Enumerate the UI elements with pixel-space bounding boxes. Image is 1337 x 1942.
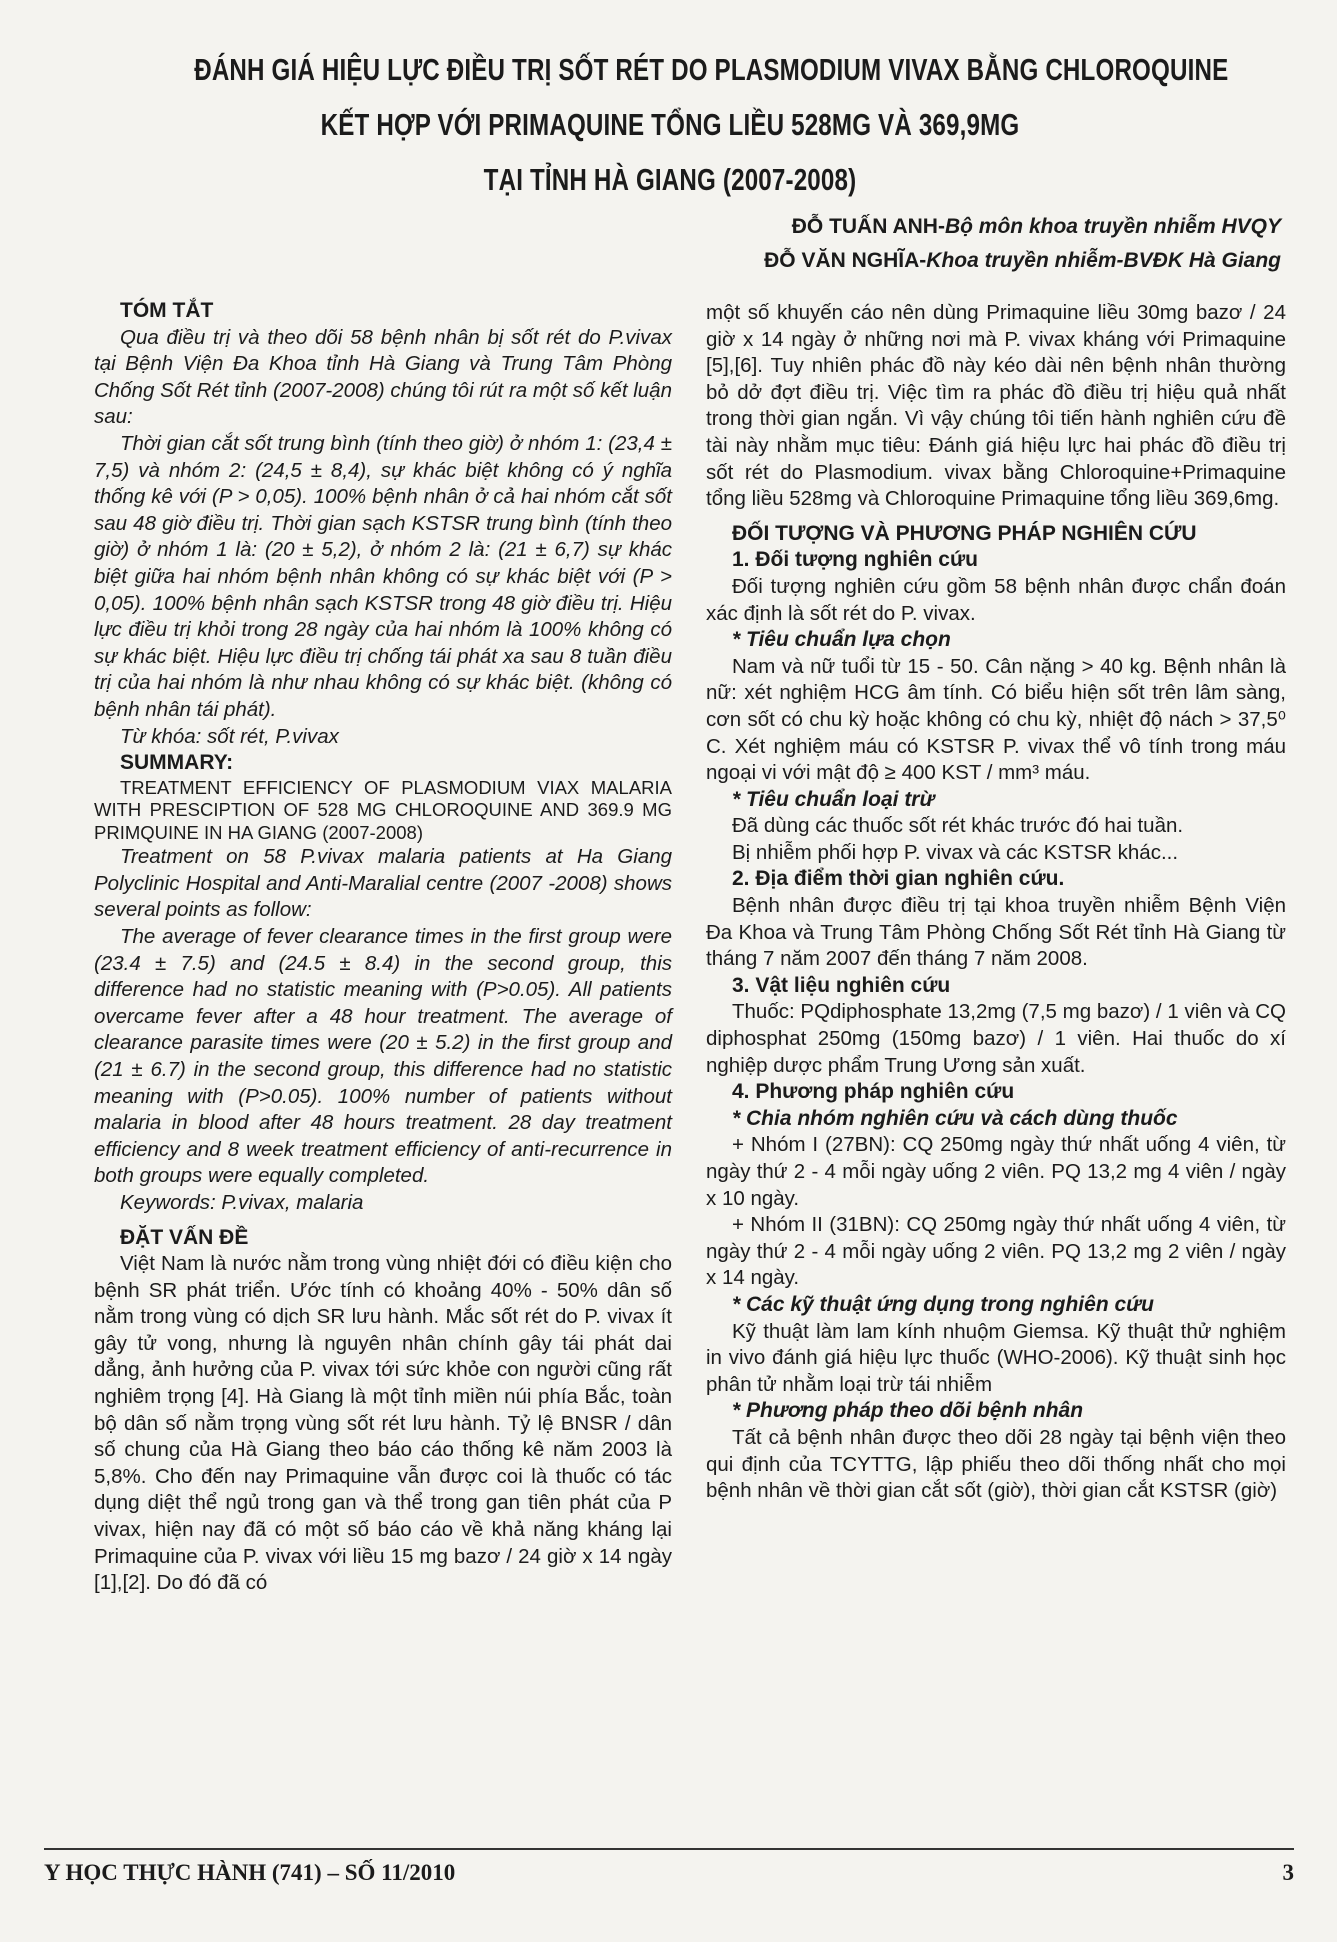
summary-heading: SUMMARY: bbox=[120, 751, 234, 775]
author-1-affiliation: Bộ môn khoa truyền nhiễm HVQY bbox=[944, 215, 1281, 238]
summary-paragraph-1: Treatment on 58 P.vivax malaria patients at Ha Giang Polyclinic Hospital and Anti-Maralial centre (2007 -2008) shows several points as follow: bbox=[94, 845, 672, 922]
section-3-heading: 3. Vật liệu nghiên cứu bbox=[732, 973, 951, 997]
article-title bbox=[194, 42, 1229, 207]
abstract-paragraph-1: Qua điều trị và theo dõi 58 bệnh nhân bị sốt rét do P.vivax tại Bệnh Viện Đa Khoa tỉnh Hà Giang và Trung Tâm Phòng Chống Sốt Rét tỉnh (2007-2008) chúng tôi rút ra một số kết luận sau: bbox=[94, 325, 672, 429]
author-list bbox=[764, 210, 1281, 278]
author-1-name: ĐỖ TUẤN ANH- bbox=[791, 215, 945, 238]
author-2-affiliation: Khoa truyền nhiễm-BVĐK Hà Giang bbox=[926, 249, 1281, 272]
abstract-heading: TÓM TẮT bbox=[120, 299, 214, 322]
section-2-heading: 2. Địa điểm thời gian nghiên cứu. bbox=[732, 867, 1065, 891]
right-column bbox=[706, 300, 1286, 1505]
left-column bbox=[94, 298, 672, 1597]
follow-up-heading: * Phương pháp theo dõi bệnh nhân bbox=[732, 1399, 1084, 1423]
journal-citation: Y HỌC THỰC HÀNH (741) – SỐ 11/2010 bbox=[44, 1860, 456, 1885]
abstract-paragraph-2: Thời gian cắt sốt trung bình (tính theo giờ) ở nhóm 1: (23,4 ± 7,5) và nhóm 2: (24,5 ± 8,4), sự khác biệt không có ý nghĩa thống kê với (P > 0,05). 100% bệnh nhân ở cả hai nhóm cắt sốt sau 48 giờ điều trị. Thời gian sạch KSTSR trung bình (tính theo giờ) ở nhóm 1 là: (20 ± 5,2), ở nhóm 2 là: (21 ± 6,7) sự khác biệt giữa hai nhóm bệnh nhân không có sự khác biệt với (P > 0,05). 100% bệnh nhân sạch KSTSR trong 48 giờ điều trị. Hiệu lực điều trị khỏi trong 28 ngày của hai nhóm là 100% không có sự khác biệt. Hiệu lực điều trị chống tái phát xa sau 8 tuần điều trị của hai nhóm là như nhau không có sự khác biệt. (không có bệnh nhân tái phát). bbox=[94, 431, 672, 721]
keywords-vi: Từ khóa: sốt rét, P.vivax bbox=[120, 724, 339, 748]
footer-rule bbox=[44, 1848, 1294, 1850]
author-2 bbox=[764, 244, 1281, 278]
section-2-paragraph: Bệnh nhân được điều trị tại khoa truyền nhiễm Bệnh Viện Đa Khoa và Trung Tâm Phòng Chống Sốt Rét tỉnh Hà Giang từ tháng 7 năm 2007 đến tháng 7 năm 2008. bbox=[706, 894, 1286, 971]
techniques-paragraph: Kỹ thuật làm lam kính nhuộm Giemsa. Kỹ thuật thử nghiệm in vivo đánh giá hiệu lực thuốc (WHO-2006). Kỹ thuật sinh học phân tử nhằm loại trừ tái nhiễm bbox=[706, 1319, 1286, 1396]
page-footer bbox=[44, 1860, 1294, 1886]
exclusion-item-2: Bị nhiễm phối hợp P. vivax và các KSTSR khác... bbox=[732, 840, 1179, 864]
author-2-name: ĐỖ VĂN NGHĨA- bbox=[764, 249, 927, 272]
intro-heading: ĐẶT VẤN ĐỀ bbox=[120, 1225, 249, 1249]
section-3-paragraph: Thuốc: PQdiphosphate 13,2mg (7,5 mg bazơ) / 1 viên và CQ diphosphat 250mg (150mg bazơ) / 1 viên. Hai thuốc do xí nghiệp dược phẩm Trung Ương sản xuất. bbox=[706, 1000, 1286, 1077]
section-1-paragraph: Đối tượng nghiên cứu gồm 58 bệnh nhân được chẩn đoán xác định là sốt rét do P. vivax. bbox=[706, 574, 1286, 625]
title-line-1: ĐÁNH GIÁ HIỆU LỰC ĐIỀU TRỊ SỐT RÉT DO PLASMODIUM VIVAX BẰNG CHLOROQUINE bbox=[194, 52, 1229, 87]
keywords-en: Keywords: P.vivax, malaria bbox=[120, 1190, 364, 1214]
summary-title: TREATMENT EFFICIENCY OF PLASMODIUM VIAX MALARIA WITH PRESCIPTION OF 528 MG CHLOROQUINE AND 369.9 MG PRIMQUINE IN HA GIANG (2007-2008) bbox=[94, 776, 672, 843]
intro-continued: một số khuyến cáo nên dùng Primaquine liều 30mg bazơ / 24 giờ x 14 ngày ở những nơi mà P. vivax kháng với Primaquine [5],[6]. Tuy nhiên phác đồ này kéo dài nên bệnh nhân thường bỏ dở đợt điều trị. Việc tìm ra phác đồ điều trị hiệu quả nhất trong thời gian ngắn. Vì vậy chúng tôi tiến hành nghiên cứu đề tài này nhằm mục tiêu: Đánh giá hiệu lực hai phác đồ điều trị sốt rét do Plasmodium. vivax bằng Chloroquine+Primaquine tổng liều 528mg và Chloroquine Primaquine tổng liều 369,6mg. bbox=[706, 301, 1286, 511]
methods-heading: ĐỐI TƯỢNG VÀ PHƯƠNG PHÁP NGHIÊN CỨU bbox=[732, 521, 1197, 545]
author-1 bbox=[764, 210, 1281, 244]
page-number: 3 bbox=[1282, 1860, 1294, 1885]
inclusion-paragraph: Nam và nữ tuổi từ 15 - 50. Cân nặng > 40 kg. Bệnh nhân là nữ: xét nghiệm HCG âm tính. Có biểu hiện sốt trên lâm sàng, cơn sốt có chu kỳ hoặc không có chu kỳ, nhiệt độ nách > 37,5⁰ C. Xét nghiệm máu có KSTSR P. vivax thể vô tính trong máu ngoại vi với mật độ ≥ 400 KST / mm³ máu. bbox=[706, 654, 1286, 785]
grouping-heading: * Chia nhóm nghiên cứu và cách dùng thuốc bbox=[732, 1106, 1178, 1130]
group-2-regimen: + Nhóm II (31BN): CQ 250mg ngày thứ nhất uống 4 viên, từ ngày thứ 2 - 4 mỗi ngày uống 2 viên. PQ 13,2 mg 2 viên / ngày x 14 ngày. bbox=[706, 1213, 1286, 1290]
inclusion-heading: * Tiêu chuẩn lựa chọn bbox=[732, 628, 951, 652]
section-4-heading: 4. Phương pháp nghiên cứu bbox=[732, 1080, 1015, 1104]
group-1-regimen: + Nhóm I (27BN): CQ 250mg ngày thứ nhất uống 4 viên, từ ngày thứ 2 - 4 mỗi ngày uống 2 viên. PQ 13,2 mg 4 viên / ngày x 10 ngày. bbox=[706, 1133, 1286, 1210]
intro-paragraph: Việt Nam là nước nằm trong vùng nhiệt đới có điều kiện cho bệnh SR phát triển. Ước tính có khoảng 40% - 50% dân số nằm trong vùng có dịch SR lưu hành. Mắc sốt rét do P. vivax ít gây tử vong, nhưng là nguyên nhân chính gây tái phát dai dẳng, ảnh hưởng của P. vivax tới sức khỏe con người cũng rất nghiêm trọng [4]. Hà Giang là một tỉnh miền núi phía Bắc, toàn bộ dân số nằm trọng vùng sốt rét lưu hành. Tỷ lệ BNSR / dân số chung của Hà Giang theo báo cáo thống kê năm 2003 là 5,8%. Cho đến nay Primaquine vẫn được coi là thuốc có tác dụng diệt thể ngủ trong gan và thể trong gan tiên phát của P vivax, hiện nay đã có một số báo cáo về khả năng kháng lại Primaquine của P. vivax với liều 15 mg bazơ / 24 giờ x 14 ngày [1],[2]. Do đó đã có bbox=[94, 1252, 672, 1595]
title-line-2: KẾT HỢP VỚI PRIMAQUINE TỔNG LIỀU 528MG VÀ 369,9MG bbox=[320, 107, 1020, 142]
follow-up-paragraph: Tất cả bệnh nhân được theo dõi 28 ngày tại bệnh viện theo qui định của TCYTTG, lập phiếu theo dõi thống nhất cho mọi bệnh nhân về thời gian cắt sốt (giờ), thời gian cắt KSTSR (giờ) bbox=[706, 1425, 1286, 1503]
title-line-3: TẠI TỈNH HÀ GIANG (2007-2008) bbox=[483, 162, 857, 197]
section-1-heading: 1. Đối tượng nghiên cứu bbox=[732, 548, 979, 572]
exclusion-item-1: Đã dùng các thuốc sốt rét khác trước đó hai tuần. bbox=[732, 814, 1184, 838]
exclusion-heading: * Tiêu chuẩn loại trừ bbox=[732, 787, 935, 811]
techniques-heading: * Các kỹ thuật ứng dụng trong nghiên cứu bbox=[732, 1292, 1154, 1316]
summary-paragraph-2: The average of fever clearance times in the first group were (23.4 ± 7.5) and (24.5 ± 8.4) in the second group, this difference had no statistic meaning with (P>0.05). All patients overcame fever after a 48 hour treatment. The average of clearance parasite times were (20 ± 5.2) in the first group and (21 ± 6.7) in the second group, this difference had no statistic meaning with (P>0.05). 100% number of patients without malaria in blood after 48 hours treatment. 28 day treatment efficiency and 8 week treatment efficiency of anti-recurrence in both groups were equally completed. bbox=[94, 924, 672, 1188]
